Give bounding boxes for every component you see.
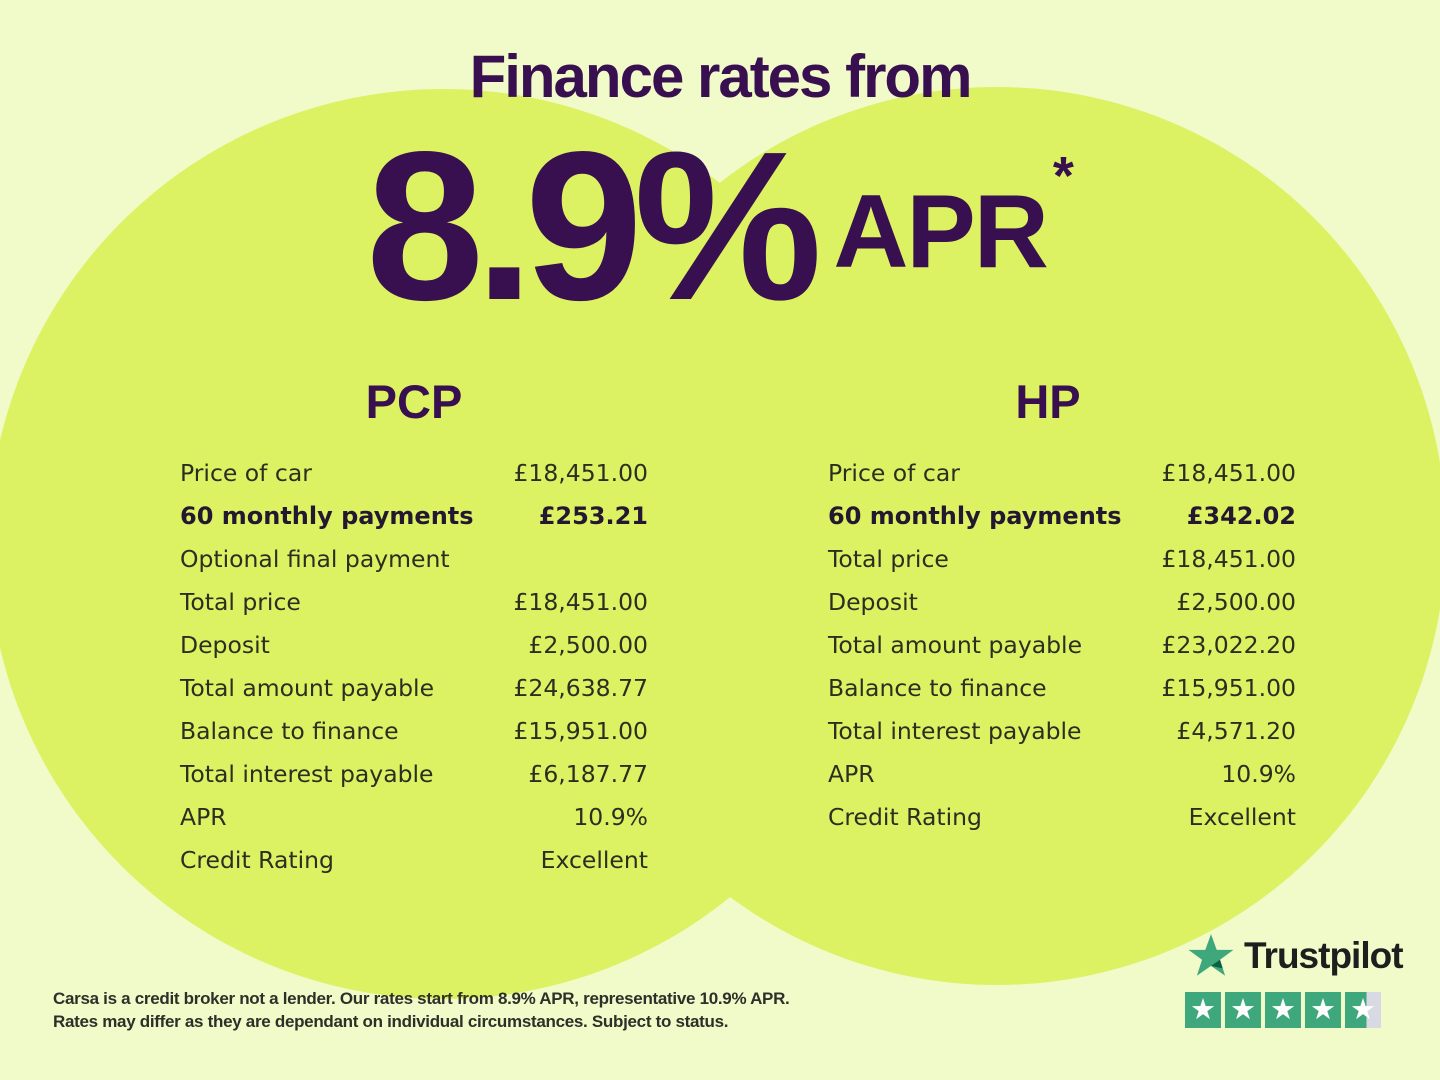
hp-table — [828, 375, 1296, 831]
row-label: Total price — [828, 544, 949, 573]
row-label: Balance to finance — [180, 716, 399, 745]
row-label: Optional final payment — [180, 544, 450, 573]
rating-star-box — [1225, 992, 1261, 1028]
rating-star-box — [1345, 992, 1381, 1028]
table-row — [180, 537, 648, 580]
row-value: £18,451.00 — [513, 458, 648, 487]
hp-heading: HP — [1015, 375, 1081, 428]
rate-asterisk: * — [1052, 146, 1074, 206]
table-row — [180, 752, 648, 795]
table-row — [180, 623, 648, 666]
banner-title: Finance rates from — [469, 43, 971, 110]
rating-star-box — [1185, 992, 1221, 1028]
row-value: £2,500.00 — [1176, 587, 1296, 616]
table-row — [828, 623, 1296, 666]
row-label: 60 monthly payments — [180, 501, 474, 530]
star-icon: ★ — [1270, 991, 1296, 1026]
row-value: £4,571.20 — [1176, 716, 1296, 745]
table-row — [180, 494, 648, 537]
row-label: Total price — [180, 587, 301, 616]
table-row — [180, 580, 648, 623]
row-value: 10.9% — [573, 802, 648, 831]
row-label: APR — [828, 759, 875, 788]
table-row — [828, 709, 1296, 752]
row-value: £18,451.00 — [1161, 544, 1296, 573]
pcp-heading: PCP — [365, 375, 463, 428]
table-row — [828, 494, 1296, 537]
row-value: £18,451.00 — [513, 587, 648, 616]
pcp-table — [180, 375, 648, 874]
row-label: Balance to finance — [828, 673, 1047, 702]
row-label: Price of car — [180, 458, 312, 487]
trustpilot-star-icon — [1188, 934, 1234, 978]
row-value: £6,187.77 — [528, 759, 648, 788]
row-value: £253.21 — [538, 501, 648, 530]
row-label: 60 monthly payments — [828, 501, 1122, 530]
row-label: Total amount payable — [180, 673, 435, 702]
trustpilot-wordmark: Trustpilot — [1244, 935, 1403, 976]
table-row — [828, 795, 1296, 838]
table-row — [180, 666, 648, 709]
star-icon: ★ — [1190, 991, 1216, 1026]
row-value: Excellent — [1188, 802, 1296, 831]
pcp-rows — [180, 451, 648, 881]
row-value: £2,500.00 — [528, 630, 648, 659]
trustpilot-rating-stars — [1185, 992, 1381, 1028]
rate-apr-label: APR — [833, 174, 1047, 290]
table-row — [828, 666, 1296, 709]
row-value: 10.9% — [1221, 759, 1296, 788]
table-row — [828, 451, 1296, 494]
row-value: £24,638.77 — [513, 673, 648, 702]
row-value: £23,022.20 — [1161, 630, 1296, 659]
row-value: Excellent — [540, 845, 648, 874]
row-label: Credit Rating — [180, 845, 334, 874]
row-label: Deposit — [180, 630, 270, 659]
headline-rate — [0, 107, 1440, 344]
table-row — [828, 580, 1296, 623]
table-row — [828, 537, 1296, 580]
hp-rows — [828, 451, 1296, 838]
rating-star-box — [1265, 992, 1301, 1028]
row-label: Total interest payable — [828, 716, 1082, 745]
rating-star-box — [1305, 992, 1341, 1028]
table-row — [828, 752, 1296, 795]
row-value: £342.02 — [1186, 501, 1296, 530]
row-label: Total amount payable — [828, 630, 1083, 659]
table-row — [180, 709, 648, 752]
trustpilot-logo — [1188, 934, 1403, 978]
row-label: Credit Rating — [828, 802, 982, 831]
star-icon: ★ — [1310, 991, 1336, 1026]
table-row — [180, 795, 648, 838]
rate-value: 8.9% — [366, 107, 814, 344]
row-label: Price of car — [828, 458, 960, 487]
disclaimer — [53, 988, 790, 1033]
row-label: APR — [180, 802, 227, 831]
row-label: Deposit — [828, 587, 918, 616]
table-row — [180, 838, 648, 881]
row-value: £15,951.00 — [1161, 673, 1296, 702]
row-value: £18,451.00 — [1161, 458, 1296, 487]
disclaimer-line2: Rates may differ as they are dependant on individual circumstances. Subject to status. — [53, 1011, 729, 1031]
row-label: Total interest payable — [180, 759, 434, 788]
row-value: £15,951.00 — [513, 716, 648, 745]
disclaimer-line1: Carsa is a credit broker not a lender. Our rates start from 8.9% APR, representative 10.9% APR. — [53, 989, 790, 1008]
star-icon: ★ — [1350, 991, 1376, 1026]
star-icon: ★ — [1230, 991, 1256, 1026]
table-row — [180, 451, 648, 494]
